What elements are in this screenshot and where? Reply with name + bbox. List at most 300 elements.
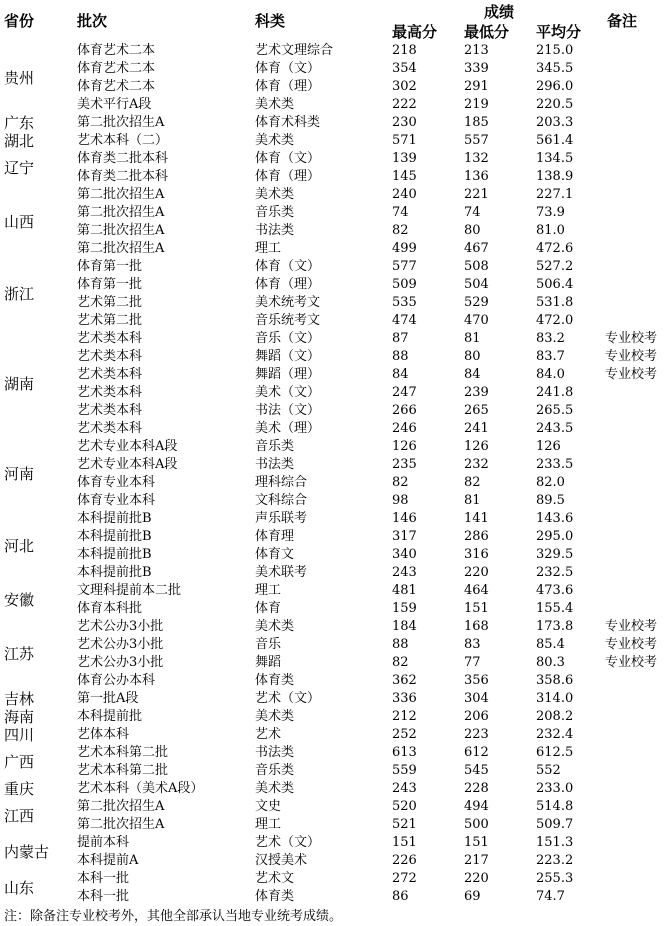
cell-batch: 体育专业本科: [77, 475, 156, 490]
header-note: 备注: [607, 12, 638, 30]
cell-subject: 体育（文）: [255, 259, 321, 274]
province-label: 江西: [4, 807, 35, 825]
cell-min: 77: [464, 655, 481, 670]
cell-batch: 体育公办本科: [77, 673, 156, 688]
cell-min: 126: [464, 439, 489, 454]
cell-max: 577: [392, 259, 417, 274]
cell-subject: 美术联考: [255, 565, 308, 580]
cell-batch: 本科一批: [77, 871, 130, 886]
cell-batch: 艺术公办3小批: [77, 637, 164, 652]
cell-max: 499: [392, 241, 417, 256]
province-label: 吉林: [4, 690, 35, 708]
cell-batch: 艺术第二批: [77, 313, 143, 328]
cell-avg: 215.0: [536, 43, 574, 58]
cell-avg: 472.0: [536, 313, 574, 328]
cell-subject: 艺术（文）: [255, 691, 321, 706]
cell-min: 83: [464, 637, 481, 652]
cell-max: 243: [392, 565, 417, 580]
cell-batch: 艺术本科第二批: [77, 763, 169, 778]
cell-avg: 84.0: [536, 367, 565, 382]
cell-batch: 本科提前批B: [77, 511, 152, 526]
cell-subject: 美术类: [255, 619, 295, 634]
province-label: 安徽: [4, 591, 35, 609]
cell-avg: 561.4: [536, 133, 574, 148]
cell-min: 220: [464, 871, 489, 886]
cell-subject: 体育术科类: [255, 115, 321, 130]
cell-max: 340: [392, 547, 417, 562]
cell-avg: 155.4: [536, 601, 574, 616]
table-row: [0, 420, 671, 438]
table-row: [0, 582, 671, 600]
table-row: [0, 834, 671, 852]
cell-max: 317: [392, 529, 417, 544]
cell-batch: 艺术本科（美术A段）: [77, 781, 204, 796]
cell-batch: 美术平行A段: [77, 97, 152, 112]
cell-subject: 书法类: [255, 745, 295, 760]
table-row: [0, 798, 671, 816]
cell-min: 239: [464, 385, 489, 400]
cell-max: 84: [392, 367, 409, 382]
cell-min: 80: [464, 349, 481, 364]
cell-subject: 体育（理）: [255, 277, 321, 292]
cell-subject: 理工: [255, 241, 282, 256]
cell-subject: 声乐联考: [255, 511, 308, 526]
cell-min: 132: [464, 151, 489, 166]
cell-avg: 472.6: [536, 241, 574, 256]
cell-min: 151: [464, 835, 489, 850]
cell-subject: 音乐（文）: [255, 331, 321, 346]
table-row: [0, 690, 671, 708]
table-row: [0, 708, 671, 726]
cell-min: 213: [464, 43, 489, 58]
cell-avg: 151.3: [536, 835, 574, 850]
cell-subject: 艺术: [255, 727, 282, 742]
cell-max: 98: [392, 493, 409, 508]
cell-avg: 296.0: [536, 79, 574, 94]
cell-subject: 美术类: [255, 709, 295, 724]
cell-subject: 文科综合: [255, 493, 308, 508]
cell-max: 240: [392, 187, 417, 202]
cell-min: 286: [464, 529, 489, 544]
cell-subject: 理工: [255, 817, 282, 832]
cell-batch: 艺术类本科: [77, 403, 143, 418]
table-row: [0, 294, 671, 312]
cell-avg: 85.4: [536, 637, 565, 652]
cell-note: 专业校考: [605, 331, 658, 346]
cell-min: 220: [464, 565, 489, 580]
cell-avg: 80.3: [536, 655, 565, 670]
cell-min: 151: [464, 601, 489, 616]
table-row: [0, 744, 671, 762]
cell-max: 247: [392, 385, 417, 400]
cell-min: 339: [464, 61, 489, 76]
cell-subject: 艺术文: [255, 871, 295, 886]
cell-subject: 体育（理）: [255, 169, 321, 184]
table-row: [0, 240, 671, 258]
table-row: [0, 600, 671, 618]
cell-batch: 体育第一批: [77, 259, 143, 274]
cell-batch: 艺术公办3小批: [77, 619, 164, 634]
cell-max: 235: [392, 457, 417, 472]
table-row: [0, 42, 671, 60]
cell-note: 专业校考: [605, 619, 658, 634]
table-row: [0, 186, 671, 204]
header-batch: 批次: [77, 12, 108, 30]
cell-min: 223: [464, 727, 489, 742]
cell-min: 221: [464, 187, 489, 202]
cell-min: 467: [464, 241, 489, 256]
table-row: [0, 276, 671, 294]
cell-batch: 体育类二批本科: [77, 169, 169, 184]
cell-min: 185: [464, 115, 489, 130]
cell-subject: 艺术文理综合: [255, 43, 334, 58]
cell-batch: 艺术类本科: [77, 367, 143, 382]
cell-subject: 美术统考文: [255, 295, 321, 310]
cell-avg: 265.5: [536, 403, 574, 418]
cell-batch: 本科一批: [77, 889, 130, 904]
table-row: [0, 114, 671, 132]
cell-max: 521: [392, 817, 417, 832]
cell-avg: 208.2: [536, 709, 574, 724]
province-label: 内蒙古: [4, 843, 50, 861]
cell-min: 219: [464, 97, 489, 112]
cell-batch: 艺体本科: [77, 727, 130, 742]
cell-subject: 体育文: [255, 547, 295, 562]
cell-subject: 美术类: [255, 187, 295, 202]
cell-subject: 美术类: [255, 781, 295, 796]
cell-subject: 体育类: [255, 673, 295, 688]
province-label: 四川: [4, 726, 35, 744]
cell-min: 228: [464, 781, 489, 796]
cell-min: 82: [464, 475, 481, 490]
cell-subject: 体育: [255, 601, 282, 616]
table-row: [0, 222, 671, 240]
cell-batch: 提前本科: [77, 835, 130, 850]
cell-min: 84: [464, 367, 481, 382]
cell-avg: 314.0: [536, 691, 574, 706]
cell-max: 481: [392, 583, 417, 598]
cell-max: 226: [392, 853, 417, 868]
cell-max: 571: [392, 133, 417, 148]
cell-max: 246: [392, 421, 417, 436]
header-avg: 平均分: [536, 23, 582, 41]
cell-min: 304: [464, 691, 489, 706]
cell-max: 184: [392, 619, 417, 634]
cell-avg: 126: [536, 439, 561, 454]
cell-max: 266: [392, 403, 417, 418]
cell-avg: 329.5: [536, 547, 574, 562]
table-row: [0, 96, 671, 114]
cell-avg: 74.7: [536, 889, 565, 904]
footer-note: 注：除备注专业校考外，其他全部承认当地专业统考成绩。: [4, 909, 343, 924]
cell-avg: 514.8: [536, 799, 574, 814]
cell-max: 159: [392, 601, 417, 616]
cell-max: 139: [392, 151, 417, 166]
cell-min: 168: [464, 619, 489, 634]
table-row: [0, 366, 671, 384]
cell-max: 230: [392, 115, 417, 130]
cell-subject: 舞蹈: [255, 655, 282, 670]
province-label: 浙江: [4, 285, 35, 303]
table-row: [0, 852, 671, 870]
cell-subject: 书法类: [255, 223, 295, 238]
province-label: 广东: [4, 114, 35, 132]
cell-subject: 体育（文）: [255, 61, 321, 76]
cell-batch: 本科提前批B: [77, 547, 152, 562]
cell-subject: 体育（文）: [255, 151, 321, 166]
cell-batch: 第二批次招生A: [77, 799, 165, 814]
table-row: [0, 618, 671, 636]
cell-min: 356: [464, 673, 489, 688]
cell-avg: 233.5: [536, 457, 574, 472]
cell-min: 81: [464, 493, 481, 508]
cell-batch: 本科提前批B: [77, 529, 152, 544]
cell-batch: 体育专业本科: [77, 493, 156, 508]
cell-batch: 艺术第二批: [77, 295, 143, 310]
cell-max: 252: [392, 727, 417, 742]
cell-max: 88: [392, 349, 409, 364]
cell-avg: 531.8: [536, 295, 574, 310]
cell-max: 272: [392, 871, 417, 886]
cell-avg: 81.0: [536, 223, 565, 238]
table-row: [0, 60, 671, 78]
cell-avg: 173.8: [536, 619, 574, 634]
cell-batch: 艺术专业本科A段: [77, 457, 178, 472]
cell-avg: 83.2: [536, 331, 565, 346]
cell-min: 508: [464, 259, 489, 274]
cell-max: 86: [392, 889, 409, 904]
table-row: [0, 402, 671, 420]
cell-max: 362: [392, 673, 417, 688]
cell-subject: 书法（文）: [255, 403, 321, 418]
cell-batch: 体育本科批: [77, 601, 143, 616]
cell-batch: 体育艺术二本: [77, 79, 156, 94]
province-label: 辽宁: [4, 159, 35, 177]
table-row: [0, 348, 671, 366]
cell-min: 529: [464, 295, 489, 310]
cell-avg: 73.9: [536, 205, 565, 220]
cell-subject: 音乐类: [255, 763, 295, 778]
cell-avg: 143.6: [536, 511, 574, 526]
cell-avg: 509.7: [536, 817, 574, 832]
cell-subject: 美术（文）: [255, 385, 321, 400]
cell-min: 504: [464, 277, 489, 292]
province-label: 重庆: [4, 780, 35, 798]
cell-max: 509: [392, 277, 417, 292]
cell-subject: 书法类: [255, 457, 295, 472]
cell-batch: 第二批次招生A: [77, 223, 165, 238]
cell-subject: 音乐类: [255, 205, 295, 220]
table-row: [0, 492, 671, 510]
table-row: [0, 204, 671, 222]
cell-min: 265: [464, 403, 489, 418]
cell-max: 74: [392, 205, 409, 220]
header-province: 省份: [4, 12, 35, 30]
cell-batch: 本科提前A: [77, 853, 139, 868]
cell-avg: 295.0: [536, 529, 574, 544]
table-row: [0, 888, 671, 906]
cell-min: 141: [464, 511, 489, 526]
cell-min: 69: [464, 889, 481, 904]
cell-batch: 第二批次招生A: [77, 817, 165, 832]
cell-max: 212: [392, 709, 417, 724]
cell-min: 81: [464, 331, 481, 346]
table-row: [0, 78, 671, 96]
cell-avg: 233.0: [536, 781, 574, 796]
cell-avg: 89.5: [536, 493, 565, 508]
table-row: [0, 528, 671, 546]
province-label: 山西: [4, 213, 35, 231]
table-row: [0, 456, 671, 474]
province-label: 湖北: [4, 132, 35, 150]
cell-max: 218: [392, 43, 417, 58]
cell-subject: 理工: [255, 583, 282, 598]
cell-max: 82: [392, 655, 409, 670]
cell-batch: 艺术公办3小批: [77, 655, 164, 670]
cell-max: 336: [392, 691, 417, 706]
cell-note: 专业校考: [605, 349, 658, 364]
cell-avg: 220.5: [536, 97, 574, 112]
cell-avg: 527.2: [536, 259, 574, 274]
cell-batch: 第二批次招生A: [77, 205, 165, 220]
table-row: [0, 258, 671, 276]
cell-subject: 音乐类: [255, 439, 295, 454]
cell-min: 612: [464, 745, 489, 760]
cell-batch: 体育类二批本科: [77, 151, 169, 166]
cell-min: 557: [464, 133, 489, 148]
cell-max: 243: [392, 781, 417, 796]
cell-max: 302: [392, 79, 417, 94]
cell-min: 500: [464, 817, 489, 832]
province-label: 河南: [4, 465, 35, 483]
province-label: 山东: [4, 879, 35, 897]
cell-min: 545: [464, 763, 489, 778]
cell-note: 专业校考: [605, 367, 658, 382]
cell-max: 146: [392, 511, 417, 526]
cell-batch: 第一批A段: [77, 691, 139, 706]
cell-avg: 203.3: [536, 115, 574, 130]
table-row: [0, 438, 671, 456]
cell-subject: 舞蹈（理）: [255, 367, 321, 382]
cell-subject: 音乐: [255, 637, 282, 652]
cell-subject: 美术（理）: [255, 421, 321, 436]
cell-avg: 134.5: [536, 151, 574, 166]
cell-max: 559: [392, 763, 417, 778]
cell-min: 241: [464, 421, 489, 436]
cell-avg: 255.3: [536, 871, 574, 886]
cell-min: 470: [464, 313, 489, 328]
cell-avg: 243.5: [536, 421, 574, 436]
cell-max: 126: [392, 439, 417, 454]
cell-max: 87: [392, 331, 409, 346]
cell-max: 88: [392, 637, 409, 652]
table-row: [0, 636, 671, 654]
cell-avg: 358.6: [536, 673, 574, 688]
cell-avg: 82.0: [536, 475, 565, 490]
cell-min: 217: [464, 853, 489, 868]
cell-batch: 体育艺术二本: [77, 61, 156, 76]
table-row: [0, 510, 671, 528]
cell-subject: 体育（理）: [255, 79, 321, 94]
cell-max: 613: [392, 745, 417, 760]
table-row: [0, 330, 671, 348]
cell-max: 151: [392, 835, 417, 850]
province-label: 湖南: [4, 375, 35, 393]
cell-max: 354: [392, 61, 417, 76]
table-row: [0, 654, 671, 672]
province-label: 贵州: [4, 69, 35, 87]
province-label: 河北: [4, 537, 35, 555]
cell-min: 494: [464, 799, 489, 814]
cell-max: 145: [392, 169, 417, 184]
table-row: [0, 726, 671, 744]
header-subject: 科类: [255, 12, 286, 30]
province-label: 广西: [4, 753, 35, 771]
cell-note: 专业校考: [605, 637, 658, 652]
cell-max: 82: [392, 223, 409, 238]
table-row: [0, 546, 671, 564]
cell-batch: 艺术类本科: [77, 421, 143, 436]
table-row: [0, 564, 671, 582]
cell-batch: 第二批次招生A: [77, 241, 165, 256]
cell-batch: 第二批次招生A: [77, 187, 165, 202]
table-row: [0, 312, 671, 330]
cell-avg: 223.2: [536, 853, 574, 868]
cell-avg: 473.6: [536, 583, 574, 598]
cell-subject: 音乐统考文: [255, 313, 321, 328]
cell-note: 专业校考: [605, 655, 658, 670]
cell-min: 232: [464, 457, 489, 472]
cell-subject: 理科综合: [255, 475, 308, 490]
cell-subject: 艺术（文）: [255, 835, 321, 850]
cell-batch: 艺术类本科: [77, 385, 143, 400]
table-row: [0, 816, 671, 834]
cell-subject: 文史: [255, 799, 282, 814]
cell-avg: 612.5: [536, 745, 574, 760]
cell-batch: 体育第一批: [77, 277, 143, 292]
cell-subject: 体育类: [255, 889, 295, 904]
table-row: [0, 150, 671, 168]
cell-max: 222: [392, 97, 417, 112]
header-min: 最低分: [464, 23, 510, 41]
cell-min: 74: [464, 205, 481, 220]
cell-batch: 文理科提前本二批: [77, 583, 182, 598]
cell-batch: 艺术类本科: [77, 331, 143, 346]
table-row: [0, 762, 671, 780]
table-row: [0, 168, 671, 186]
cell-batch: 本科提前批: [77, 709, 143, 724]
table-row: [0, 780, 671, 798]
cell-min: 464: [464, 583, 489, 598]
cell-batch: 艺术本科（二）: [77, 133, 169, 148]
table-row: [0, 672, 671, 690]
table-row: [0, 474, 671, 492]
header-max: 最高分: [392, 23, 438, 41]
cell-subject: 美术类: [255, 97, 295, 112]
table-row: [0, 384, 671, 402]
cell-avg: 83.7: [536, 349, 565, 364]
cell-min: 316: [464, 547, 489, 562]
cell-avg: 227.1: [536, 187, 574, 202]
cell-max: 474: [392, 313, 417, 328]
cell-subject: 美术类: [255, 133, 295, 148]
cell-batch: 本科提前批B: [77, 565, 152, 580]
cell-min: 206: [464, 709, 489, 724]
province-label: 海南: [4, 708, 35, 726]
cell-avg: 506.4: [536, 277, 574, 292]
cell-avg: 241.8: [536, 385, 574, 400]
cell-min: 80: [464, 223, 481, 238]
